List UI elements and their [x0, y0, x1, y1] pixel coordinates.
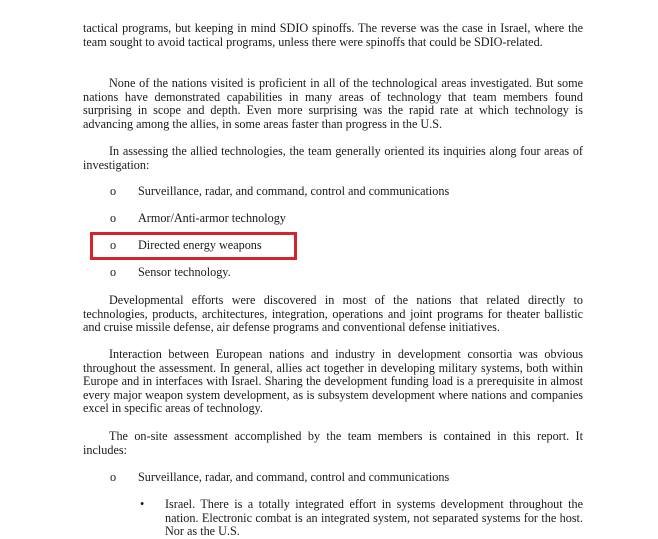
bullet-marker: o	[110, 211, 117, 225]
paragraph-onsite	[83, 430, 583, 457]
paragraph-assessing	[83, 145, 583, 172]
paragraph-proficiency	[83, 77, 583, 131]
bullet-marker: o	[110, 265, 117, 279]
paragraph-spinoffs-text: tactical programs, but keeping in mind SDIO spinoffs. The reverse was the case in Israel, where the team sought to avoid tactical programs, unless there were spinoffs that could be SDIO-related.	[83, 21, 583, 49]
list-item-label: Surveillance, radar, and command, control and communications	[138, 184, 450, 198]
bullet-marker: o	[110, 184, 117, 198]
paragraph-developmental-text: Developmental efforts were discovered in most of the nations that related directly to technologies, products, architectures, integration, operations and joint programs for theater ballistic and cruise missile defense, air defense programs and conventional defense initiatives.	[83, 293, 583, 335]
highlight-box	[90, 232, 297, 260]
paragraph-assessing-text: In assessing the allied technologies, the team generally oriented its inquiries along four areas of investigation:	[83, 144, 583, 172]
paragraph-developmental	[83, 294, 583, 335]
bullet-marker: o	[110, 470, 117, 484]
list-item-label: Armor/Anti-armor technology	[138, 211, 286, 225]
sub-list-item-label: Israel. There is a totally integrated effort in systems development throughout the nation. Electronic combat is an integrated system, not separated systems for the host. Nor as the U.S.	[165, 497, 583, 539]
list-item-label: Directed energy weapons	[138, 238, 262, 252]
paragraph-interaction-text: Interaction between European nations and industry in development consortia was obvious throughout the assessment. In general, allies act together in developing military systems, both within Europe and in interfaces with Israel. Sharing the development funding load is a prerequisite in almost every major weapon system development, as is subsystem development where nations and companies excel in specific areas of technology.	[83, 347, 583, 416]
paragraph-proficiency-text: None of the nations visited is proficient in all of the technological areas investigated. But some nations have demonstrated capabilities in many areas of technology that team members found surprising in scope and depth. Even more surprising was the rapid rate at which technology is advancing among the allies, in some areas faster than progress in the U.S.	[83, 76, 583, 131]
paragraph-interaction	[83, 348, 583, 416]
list-item-label: Sensor technology.	[138, 265, 231, 279]
bullet-marker: o	[110, 238, 117, 252]
sub-bullet-marker: •	[140, 497, 145, 511]
paragraph-spinoffs	[83, 22, 583, 49]
list-item-label: Surveillance, radar, and command, control and communications	[138, 470, 450, 484]
paragraph-onsite-text: The on-site assessment accomplished by the team members is contained in this report. It includes:	[83, 429, 583, 457]
